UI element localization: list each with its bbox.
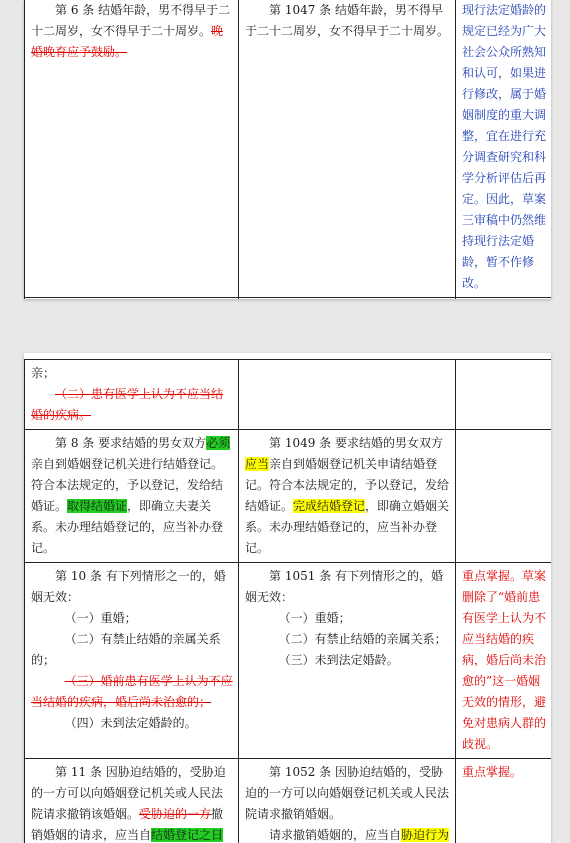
old-article-text: 第 11 条 因胁迫结婚的，受胁迫的一方可以向婚姻登记机关或人民法院请求撤销该婚姻。 bbox=[31, 765, 226, 821]
new-article-text: ，即确立婚姻关系。未办理结婚登记的，应当补办登记。 bbox=[245, 499, 450, 555]
old-law-cell bbox=[25, 563, 239, 759]
highlighted-text: 胁迫行为 bbox=[245, 828, 449, 843]
new-law-cell bbox=[239, 298, 456, 300]
new-article-text: 请求撤销婚姻的，应当自 bbox=[269, 828, 402, 842]
deleted-text: （三）婚前患有医学上认为不应当结婚的疾病，婚后尚未治愈的； bbox=[31, 674, 233, 709]
table-row-continued bbox=[25, 360, 552, 430]
note-cell bbox=[456, 563, 552, 759]
new-law-cell bbox=[239, 360, 456, 430]
note-cell bbox=[456, 0, 552, 298]
new-article-text: 第 1051 条 有下列情形之的，婚姻无效： bbox=[245, 569, 443, 604]
document-page-1 bbox=[24, 0, 551, 299]
old-article-item: （一）重婚； bbox=[64, 611, 137, 625]
old-law-cell bbox=[25, 430, 239, 563]
old-article-text: ，即确立夫妻关系。未办理结婚登记的，应当补办登记。 bbox=[31, 499, 224, 555]
note-text: 重点掌握。 bbox=[462, 765, 523, 779]
new-article-text: 亲自到婚姻登记机关申请结婚登记。符合本法规定的，予以登记，发给结婚证。 bbox=[245, 457, 450, 513]
new-law-cell bbox=[239, 563, 456, 759]
highlighted-text: 结婚登记之日 bbox=[151, 828, 224, 842]
old-article-item: （二）有禁止结婚的亲属关系的； bbox=[31, 632, 221, 667]
table-row-article-6 bbox=[25, 0, 552, 298]
comparison-table-page-2 bbox=[24, 359, 551, 843]
document-page-2 bbox=[24, 353, 551, 843]
note-text: 重点掌握。草案删除了“婚前患有医学上认为不应当结婚的疾病，婚后尚未治愈的”这一婚姻无效的情形，避免对患病人群的歧视。 bbox=[462, 569, 547, 751]
new-law-cell bbox=[239, 0, 456, 298]
highlighted-text: 取得结婚证 bbox=[67, 499, 128, 513]
deleted-text: 受胁迫的一方 bbox=[139, 807, 212, 821]
table-row-article-11 bbox=[25, 759, 552, 843]
old-article-text: 亲自到婚姻登记机关进行结婚登记。符合本法规定的，予以登记，发给结婚证。 bbox=[31, 457, 224, 513]
table-row-article-7 bbox=[25, 298, 552, 300]
new-law-cell bbox=[239, 759, 456, 843]
highlighted-text: 应当 bbox=[245, 457, 270, 471]
old-article-text: 撤销婚姻的请求，应当自 bbox=[31, 807, 224, 842]
old-article-text: 第 8 条 要求结婚的男女双方 bbox=[55, 436, 207, 450]
deleted-text: 晚婚晚育应予鼓励。 bbox=[31, 24, 224, 59]
old-article-text: 第 10 条 有下列情形之一的，婚姻无效： bbox=[31, 569, 226, 604]
old-law-cell bbox=[25, 298, 239, 300]
deleted-text: （二）患有医学上认为不应当结婚的疾病。 bbox=[31, 387, 224, 422]
highlighted-text: 必须 bbox=[206, 436, 231, 450]
new-article-text: 第 1052 条 因胁迫结婚的，受胁迫的一方可以向婚姻登记机关或人民法院请求撤销婚姻。 bbox=[245, 765, 450, 821]
table-row-article-10 bbox=[25, 563, 552, 759]
table-row-article-8 bbox=[25, 430, 552, 563]
note-cell bbox=[456, 759, 552, 843]
note-cell bbox=[456, 360, 552, 430]
old-law-cell bbox=[25, 0, 239, 298]
old-article-item: （四）未到法定婚龄的。 bbox=[64, 716, 197, 730]
note-cell bbox=[456, 298, 552, 300]
new-law-cell bbox=[239, 430, 456, 563]
new-article-item: （二）有禁止结婚的亲属关系； bbox=[278, 632, 447, 646]
new-article-text: 第 1047 条 结婚年龄，男不得早于二十二周岁，女不得早于二十周岁。 bbox=[245, 3, 450, 38]
note-text: 现行法定婚龄的规定已经为广大社会公众所熟知和认可，如果进行修改，属于婚姻制度的重大调整，宜在进行充分调查研究和科学分析评估后再定。因此，草案三审稿中仍然维持现行法定婚龄，暂不作修改。 bbox=[462, 3, 547, 290]
old-article-text: 第 6 条 结婚年龄，男不得早于二十二周岁，女不得早于二十周岁。 bbox=[31, 3, 231, 38]
new-article-text: 第 1049 条 要求结婚的男女双方 bbox=[269, 436, 443, 450]
old-law-cell bbox=[25, 360, 239, 430]
comparison-table-page-1 bbox=[24, 0, 551, 299]
highlighted-text: 完成结婚登记 bbox=[293, 499, 366, 513]
old-law-cell bbox=[25, 759, 239, 843]
new-article-item: （三）未到法定婚龄。 bbox=[278, 653, 399, 667]
old-article-text: 亲； bbox=[31, 366, 56, 380]
note-cell bbox=[456, 430, 552, 563]
new-article-item: （一）重婚； bbox=[278, 611, 351, 625]
